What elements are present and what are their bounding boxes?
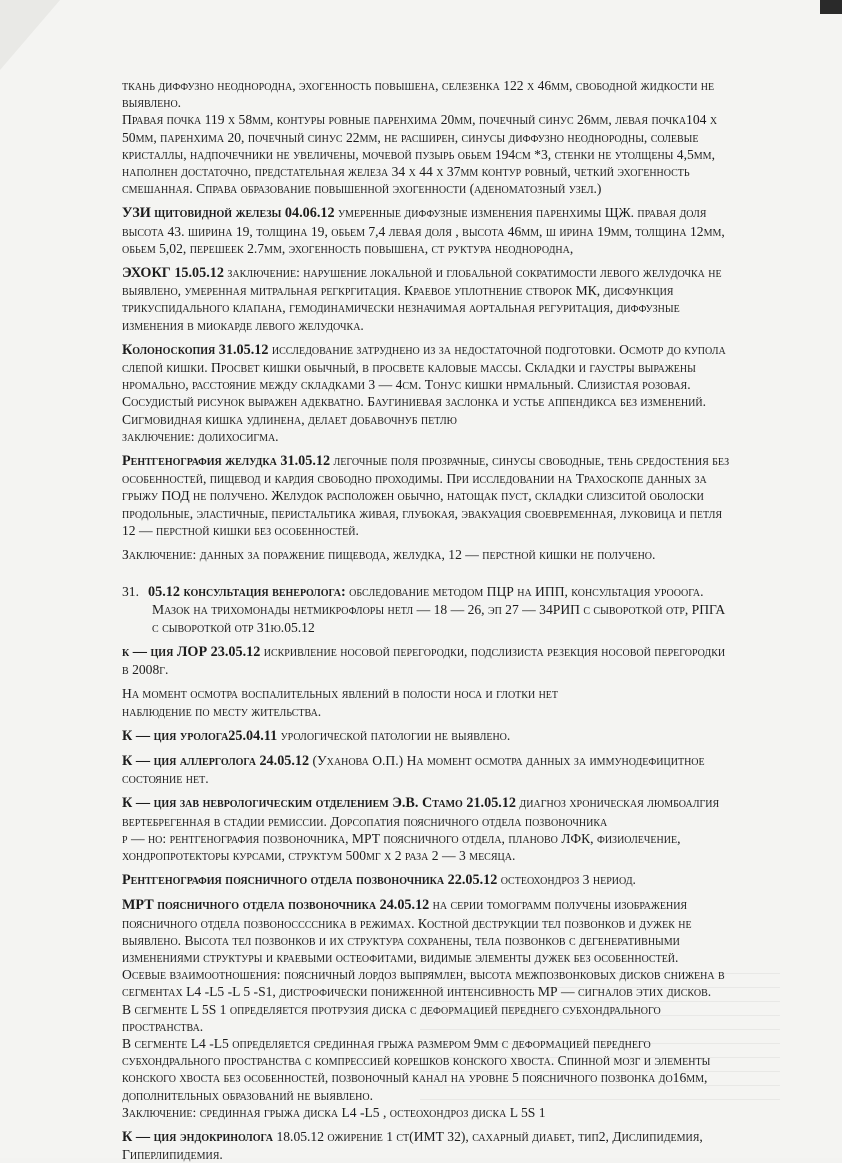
line-text: Гиперлипидемия.	[122, 1147, 223, 1163]
text-line	[122, 896, 742, 914]
line-text: Заключение: срединная грыжа диска L4 -L5 , остеохондроз диска L 5S 1	[122, 1104, 546, 1120]
text-line	[122, 487, 742, 504]
text-line	[122, 411, 742, 428]
line-text: смешанная. Справа образование повышенной эхогенности (аденоматозный узел.)	[122, 181, 602, 197]
line-text: Мазок на трихомонады нетмикрофлоры нетл — 18 — 26, эп 27 — 34РИП с сывороткой отр, РПГА	[152, 602, 726, 618]
text-line	[122, 1087, 742, 1104]
line-text: легочные поля прозрачные, синусы свободные, тень средостения без	[330, 453, 730, 469]
scan-corner-mark	[820, 0, 842, 14]
line-text: продольные, эластичные, перистальтика живая, глубокая, эвакуация своевременная, луковица и петля	[122, 505, 723, 521]
text-line	[122, 1146, 742, 1163]
text-line	[122, 163, 742, 180]
text-line	[122, 505, 742, 522]
text-line	[122, 359, 742, 376]
line-text: обследование методом ПЦР на ИПП, консультация урооога.	[345, 584, 704, 600]
line-text: высота 43. ширина 19, толщина 19, обьем 7,4 левая доля , высота 46мм, ш ирина 19мм, толщина 12мм,	[122, 223, 725, 239]
line-text: выявлено, умеренная митральная регкргитация. Краевое уплотнение створок МК, дисфункция	[122, 283, 674, 299]
line-text: В сегменте L 5S 1 определяется протрузия диска с деформацией переднего субхондрального	[122, 1001, 661, 1017]
text-line	[122, 282, 742, 299]
text-line	[122, 915, 742, 932]
line-text: В сегменте L4 -L5 определяется срединная грыжа размером 9мм с деформацией переднего	[122, 1035, 651, 1051]
text-line	[122, 428, 742, 445]
line-text: сегментах L4 -L5 -L 5 -S1, дистрофически пониженной интенсивность МР — сигналов этих дисков.	[122, 984, 712, 1000]
text-line	[122, 1052, 742, 1069]
folded-corner	[0, 0, 60, 70]
text-line	[122, 77, 742, 94]
line-text: кристаллы, надпочечники не увеличены, мочевой пузырь обьем 194см *3, стенки не утолщены 4,5мм,	[122, 146, 715, 162]
line-text: поясничного отдела позвоноссссника в режимах. Костной деструкции тел позвонков и дужек не	[122, 915, 692, 931]
line-text: Заключение: данных за поражение пищевода, желудка, 12 — перстной кишки не получено.	[122, 547, 656, 563]
text-line	[122, 94, 742, 111]
line-text: конского хвоста без особенностей, позвоночный канал на уровне 5 поясничного позвонка до16мм,	[122, 1070, 708, 1086]
line-text: остеохондроз 3 нериод.	[497, 872, 636, 888]
line-text: диагноз хроническая люмбоалгия	[516, 795, 720, 811]
section-heading: Колоноскопия 31.05.12	[122, 341, 269, 358]
line-text: исследование затруднено из за недостаточной подготовки. Осмотр до купола	[268, 341, 726, 357]
text-line	[122, 546, 742, 563]
text-line	[122, 1001, 742, 1018]
section-heading: К — ция зав неврологическим отделением Э.В. Стамо 21.05.12	[122, 795, 517, 812]
line-text: выявлено.	[122, 95, 182, 111]
section-heading: К — ция эндокринолога	[122, 1128, 274, 1145]
text-line	[122, 1104, 742, 1121]
section-heading: 05.12 консультация венеролога:	[148, 584, 346, 601]
text-line	[122, 619, 742, 636]
line-text: умеренные диффузные изменения паренхимы ЩЖ. правая доля	[334, 205, 707, 221]
text-line	[122, 452, 742, 470]
text-line	[122, 240, 742, 257]
line-text: выявлено. Высота тел позвонков и их структура сохранены, тела позвонков с дегенеративными	[122, 932, 680, 948]
section-heading: Рентгенография желудка 31.05.12	[122, 453, 331, 470]
text-line	[122, 223, 742, 240]
line-text: заключение: долихосигма.	[122, 428, 279, 444]
line-text: Сигмовидная кишка удлинена, делает добавочнуб петлю	[122, 411, 457, 427]
list-number: 31.	[122, 584, 139, 600]
text-line	[122, 983, 742, 1000]
text-line	[122, 752, 742, 770]
text-line	[122, 204, 742, 222]
line-text: на серии томограмм получены изображения	[429, 897, 688, 913]
line-text: субхондрального пространства с компрессией корешков конского хвоста. Спинной мозг и элементы	[122, 1053, 711, 1069]
text-line	[122, 830, 742, 847]
line-text: трикуспидального клапана, гемодинамически незначимая аортальная регуритация, диффузные	[122, 300, 680, 316]
text-line	[122, 1018, 742, 1035]
text-line	[122, 949, 742, 966]
text-line	[122, 770, 742, 787]
text-line	[122, 1128, 742, 1146]
section-heading: Рентгенография поясничного отдела позвоночника 22.05.12	[122, 872, 498, 889]
line-text: урологической патологии не выявлено.	[277, 727, 511, 743]
line-text: вертебрегенная в стадии ремиссии. Дорсопатия поясничного отдела позвоночника	[122, 813, 608, 829]
line-text: слепой кишки. Просвет кишки обычный, в просвете каловые массы. Складки и гаустры выражены	[122, 360, 696, 376]
section-heading: УЗИ щитовидной железы 04.06.12	[122, 205, 335, 222]
text-line	[122, 393, 742, 410]
section-heading: МРТ поясничного отдела позвоночника 24.05.12	[122, 897, 430, 914]
text-line	[122, 847, 742, 864]
text-line	[122, 146, 742, 163]
line-text: 50мм, паренхима 20, почечный синус 22мм, не расширен, синусы диффузно неоднородны, солевые	[122, 129, 699, 145]
line-text: наполнен достаточно, предстательная железа 34 х 44 х 37мм контур ровный, четкий эхогенность	[122, 164, 690, 180]
line-text: грыжу ПОД не получено. Желудок расположен обычно, натощак пуст, складки слизситой оболоски	[122, 488, 704, 504]
line-text: 18.05.12 ожирение 1 ст(ИМТ 32), сахарный диабет, тип2, Дислипидемия,	[273, 1128, 703, 1144]
line-text: особенностей, пищевод и кардия свободно проходимы. При исследовании на Трахоскопе данных за	[122, 471, 707, 487]
line-text: нромально, расстояние между складками 3 — 4см. Тонус кишки нрмальный. Слизистая розовая.	[122, 377, 691, 393]
text-line	[122, 813, 742, 830]
text-line	[122, 685, 742, 702]
text-line	[122, 341, 742, 359]
section-heading: К — ция аллерголога 24.05.12	[122, 752, 310, 769]
text-line	[122, 794, 742, 812]
line-text: Сосудистый рисунок выражен адекватно. Баугиниевая заслонка и устье аппендикса без изменений.	[122, 394, 706, 410]
line-text: изменениями структуры и краевыми остеофитами, видимые элементы дужек без особенностей.	[122, 949, 679, 965]
text-line	[122, 1069, 742, 1086]
text-line	[122, 522, 742, 539]
line-text: пространства.	[122, 1018, 204, 1034]
line-text: р — но: рентгенография позвоночника, МРТ поясничного отдела, планово ЛФК, физиолечение,	[122, 830, 681, 846]
line-text: Осевые взаимоотношения: поясничный лордоз выпрямлен, высота межпозвонковых дисков снижена в	[122, 967, 725, 983]
section-heading: ЭХОКГ 15.05.12	[122, 265, 224, 282]
line-text: изменения в миокарде левого желудочка.	[122, 317, 364, 333]
text-line	[122, 727, 742, 745]
text-line	[122, 661, 742, 678]
line-text: 12 — перстной кишки без особенностей.	[122, 522, 359, 538]
line-text: с сывороткой отр 31ю.05.12	[152, 619, 315, 635]
line-text: На момент осмотра воспалительных явлений в полости носа и глотки нет	[122, 686, 559, 702]
line-text: состояние нет.	[122, 771, 209, 787]
line-text: искривление носовой перегородки, подслизиста резекция носовой перегородки	[260, 643, 726, 659]
text-line	[122, 180, 742, 197]
text-line	[122, 111, 742, 128]
line-text: наблюдение по месту жительства.	[122, 703, 322, 719]
line-text: обьем 5,02, перешеек 2.7мм, эхогенность повышена, ст руктура неоднородна,	[122, 240, 574, 256]
line-text: дополнительных образований не выявлено.	[122, 1087, 373, 1103]
section-heading: К — ция уролога25.04.11	[122, 727, 278, 744]
text-line	[122, 299, 742, 316]
text-line	[122, 871, 742, 889]
line-text: заключение: нарушение локальной и глобальной сократимости левого желудочка не	[223, 265, 722, 281]
section-heading: к — ция ЛОР 23.05.12	[122, 643, 261, 660]
text-line	[122, 1035, 742, 1052]
line-text: хондропротекторы курсами, структум 500мг х 2 раза 2 — 3 месяца.	[122, 847, 516, 863]
text-line	[122, 966, 742, 983]
line-text: ткань диффузно неоднородна, эхогенность повышена, селезенка 122 х 46мм, свободной жидкости не	[122, 78, 715, 93]
text-line	[122, 643, 742, 661]
text-line	[122, 317, 742, 334]
text-line	[122, 601, 742, 618]
line-text: в 2008г.	[122, 662, 169, 678]
line-text: Правая почка 119 х 58мм, контуры ровные паренхима 20мм, почечный синус 26мм, левая почка104 х	[122, 112, 718, 128]
text-line	[122, 932, 742, 949]
text-line	[122, 264, 742, 282]
text-line	[122, 376, 742, 393]
line-text: (Уханова О.П.) На момент осмотра данных за иммунодефицитное	[309, 752, 705, 768]
text-line	[122, 129, 742, 146]
document-text	[122, 77, 742, 1163]
text-line	[122, 703, 742, 720]
text-line	[122, 583, 742, 601]
text-line	[122, 470, 742, 487]
